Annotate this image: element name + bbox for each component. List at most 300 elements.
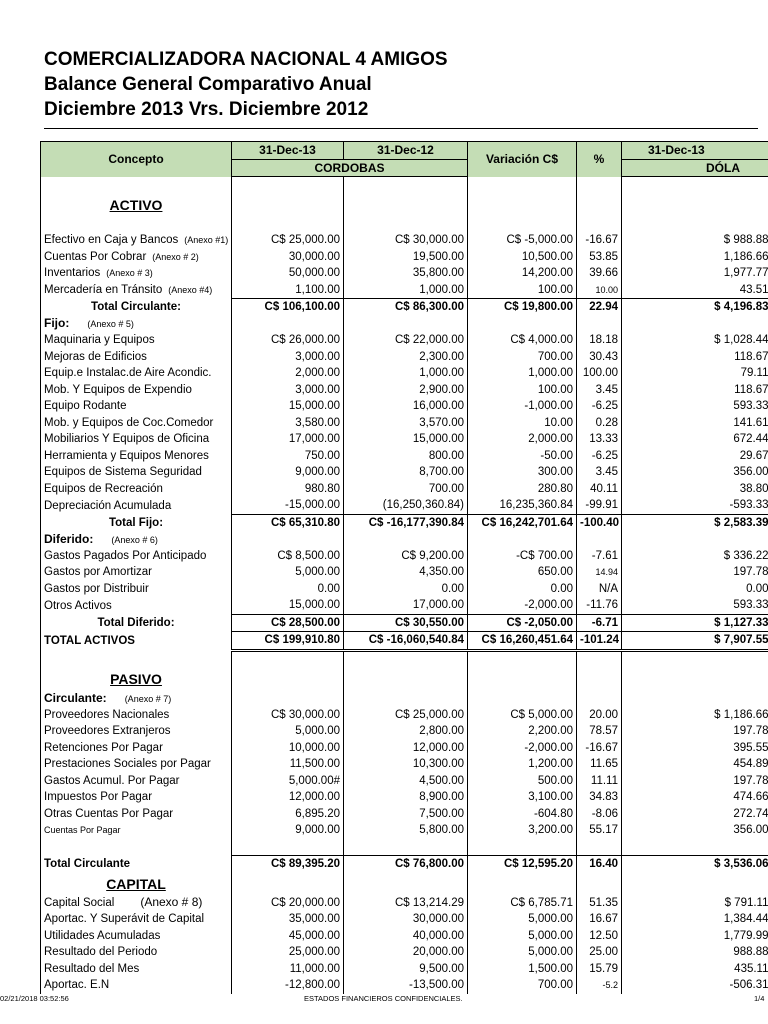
value-pct bbox=[577, 690, 622, 707]
table-row bbox=[41, 581, 768, 598]
value-dec12: 3,570.00 bbox=[344, 415, 468, 432]
value-dec12: 17,000.00 bbox=[344, 597, 468, 614]
total-row bbox=[41, 614, 768, 632]
value-usd: -593.33 bbox=[622, 497, 768, 514]
value-dec13 bbox=[232, 873, 344, 895]
value-dec13: 11,000.00 bbox=[232, 961, 344, 978]
row-label-text: Impuestos Por Pagar bbox=[44, 791, 153, 804]
value-variacion bbox=[468, 316, 577, 333]
value-dec13: 11,500.00 bbox=[232, 756, 344, 773]
row-label bbox=[41, 873, 232, 895]
table-row bbox=[41, 249, 768, 266]
value-dec12: C$ -16,177,390.84 bbox=[344, 514, 468, 531]
gtotal-row bbox=[41, 632, 768, 651]
value-variacion: 5,000.00 bbox=[468, 944, 577, 961]
value-usd: 1,384.44 bbox=[622, 911, 768, 928]
row-label bbox=[41, 415, 232, 432]
row-label bbox=[41, 895, 232, 912]
value-dec13 bbox=[232, 531, 344, 548]
table-row bbox=[41, 349, 768, 366]
value-dec12 bbox=[344, 650, 468, 668]
value-variacion bbox=[468, 177, 577, 194]
col-header-cordobas: CORDOBAS bbox=[232, 159, 468, 177]
value-variacion: 10.00 bbox=[468, 415, 577, 432]
value-dec12: (16,250,360.84) bbox=[344, 497, 468, 514]
value-dec13: 5,000.00 bbox=[232, 564, 344, 581]
value-usd: 118.67 bbox=[622, 349, 768, 366]
footer-page: 1/4 bbox=[754, 994, 765, 1003]
anexo-reference: (Anexo # 7) bbox=[124, 693, 172, 704]
value-dec12: C$ 9,200.00 bbox=[344, 548, 468, 565]
value-variacion: 300.00 bbox=[468, 464, 577, 481]
value-dec13 bbox=[232, 177, 344, 194]
value-dec12: C$ 22,000.00 bbox=[344, 332, 468, 349]
row-label-text: Otros Activos bbox=[44, 599, 112, 612]
spacer-row bbox=[41, 839, 768, 856]
value-dec12: 2,800.00 bbox=[344, 723, 468, 740]
value-dec13: 12,000.00 bbox=[232, 789, 344, 806]
sub-row bbox=[41, 690, 768, 707]
anexo-reference: (Anexo # 6) bbox=[111, 534, 158, 545]
value-dec13: 750.00 bbox=[232, 448, 344, 465]
value-usd: $ 4,196.83 bbox=[622, 299, 768, 316]
value-variacion: C$ -5,000.00 bbox=[468, 232, 577, 249]
row-label bbox=[41, 839, 232, 856]
table-row bbox=[41, 928, 768, 945]
row-label bbox=[41, 632, 232, 651]
value-dec12: C$ -16,060,540.84 bbox=[344, 632, 468, 651]
section-row bbox=[41, 873, 768, 895]
value-pct: 11.11 bbox=[577, 773, 622, 790]
value-pct: -6.71 bbox=[577, 614, 622, 632]
row-label-text: Aportac. E.N bbox=[44, 979, 110, 992]
value-variacion: 700.00 bbox=[468, 977, 577, 994]
total-row bbox=[41, 514, 768, 531]
table-row bbox=[41, 707, 768, 724]
value-dec12: 8,900.00 bbox=[344, 789, 468, 806]
value-usd bbox=[622, 839, 768, 856]
value-pct bbox=[577, 177, 622, 194]
value-dec13: 0.00 bbox=[232, 581, 344, 598]
report-title: Balance General Comparativo Anual bbox=[44, 74, 372, 95]
row-label-text: Mercadería en Tránsito bbox=[44, 284, 163, 296]
value-usd: 454.89 bbox=[622, 756, 768, 773]
value-dec13: C$ 30,000.00 bbox=[232, 707, 344, 724]
value-dec13: C$ 26,000.00 bbox=[232, 332, 344, 349]
total-row bbox=[41, 856, 768, 873]
value-variacion: C$ 5,000.00 bbox=[468, 707, 577, 724]
value-dec13: 3,580.00 bbox=[232, 415, 344, 432]
table-row bbox=[41, 464, 768, 481]
value-usd: 197.78 bbox=[622, 723, 768, 740]
value-variacion: 2,200.00 bbox=[468, 723, 577, 740]
anexo-reference: (Anexo #4) bbox=[168, 285, 213, 295]
table-row bbox=[41, 961, 768, 978]
table-row bbox=[41, 415, 768, 432]
value-pct: 34.83 bbox=[577, 789, 622, 806]
value-pct: -8.06 bbox=[577, 806, 622, 823]
value-usd: 43.51 bbox=[622, 282, 768, 299]
value-dec12: 40,000.00 bbox=[344, 928, 468, 945]
value-variacion: C$ 6,785.71 bbox=[468, 895, 577, 912]
value-dec13: 25,000.00 bbox=[232, 944, 344, 961]
value-dec12: 19,500.00 bbox=[344, 249, 468, 266]
value-pct: -6.25 bbox=[577, 448, 622, 465]
value-dec13 bbox=[232, 194, 344, 216]
value-pct bbox=[577, 650, 622, 668]
value-usd: 435.11 bbox=[622, 961, 768, 978]
value-dec12: 4,350.00 bbox=[344, 564, 468, 581]
value-dec12 bbox=[344, 177, 468, 194]
value-variacion bbox=[468, 668, 577, 690]
value-dec13: C$ 28,500.00 bbox=[232, 614, 344, 632]
table-row bbox=[41, 232, 768, 249]
value-pct: -11.76 bbox=[577, 597, 622, 614]
value-dec13 bbox=[232, 668, 344, 690]
row-label bbox=[41, 756, 232, 773]
report-period: Diciembre 2013 Vrs. Diciembre 2012 bbox=[44, 99, 369, 120]
value-pct: 14.94 bbox=[577, 564, 622, 581]
value-usd: 141.61 bbox=[622, 415, 768, 432]
value-pct bbox=[577, 216, 622, 233]
value-pct: 53.85 bbox=[577, 249, 622, 266]
value-dec12: 5,800.00 bbox=[344, 822, 468, 839]
row-label-text: Gastos por Distribuir bbox=[44, 582, 149, 595]
value-variacion: 100.00 bbox=[468, 282, 577, 299]
value-pct bbox=[577, 839, 622, 856]
value-dec13: 1,100.00 bbox=[232, 282, 344, 299]
value-usd bbox=[622, 531, 768, 548]
value-usd: 38.80 bbox=[622, 481, 768, 498]
row-label-text: Depreciación Acumulada bbox=[44, 499, 172, 512]
value-pct: 10.00 bbox=[577, 282, 622, 299]
value-variacion: -604.80 bbox=[468, 806, 577, 823]
value-pct: 22.94 bbox=[577, 299, 622, 316]
row-label bbox=[41, 316, 232, 333]
col-header-concepto: Concepto bbox=[41, 142, 232, 177]
row-label-text: Total Circulante bbox=[44, 858, 131, 870]
value-variacion: C$ 4,000.00 bbox=[468, 332, 577, 349]
row-label-text: Aportac. Y Superávit de Capital bbox=[44, 913, 205, 926]
row-label bbox=[41, 723, 232, 740]
row-label-text: Proveedores Extranjeros bbox=[44, 725, 171, 738]
value-pct: 30.43 bbox=[577, 349, 622, 366]
value-variacion: C$ 16,260,451.64 bbox=[468, 632, 577, 651]
value-dec13: 3,000.00 bbox=[232, 382, 344, 399]
value-dec13: 6,895.20 bbox=[232, 806, 344, 823]
value-usd bbox=[622, 177, 768, 194]
value-variacion: C$ 16,242,701.64 bbox=[468, 514, 577, 531]
value-dec13 bbox=[232, 839, 344, 856]
value-dec13: 9,000.00 bbox=[232, 822, 344, 839]
row-label-text: Inventarios bbox=[44, 267, 101, 280]
table-row bbox=[41, 723, 768, 740]
value-usd: 593.33 bbox=[622, 398, 768, 415]
balance-sheet-table bbox=[40, 141, 768, 994]
row-label bbox=[41, 382, 232, 399]
row-label-text: Total Diferido: bbox=[97, 616, 175, 629]
value-pct: -101.24 bbox=[577, 632, 622, 651]
value-dec12: 800.00 bbox=[344, 448, 468, 465]
value-usd: 118.67 bbox=[622, 382, 768, 399]
value-pct: 20.00 bbox=[577, 707, 622, 724]
table-row bbox=[41, 597, 768, 614]
value-dec12: C$ 76,800.00 bbox=[344, 856, 468, 873]
row-label-text: Equip.e Instalac.de Aire Acondic. bbox=[44, 367, 212, 380]
value-dec12 bbox=[344, 839, 468, 856]
value-dec13: 15,000.00 bbox=[232, 398, 344, 415]
row-label-text: Otras Cuentas Por Pagar bbox=[44, 807, 174, 820]
row-label bbox=[41, 299, 232, 316]
row-label-text: Equipos de Sistema Seguridad bbox=[44, 466, 202, 479]
value-pct: 0.28 bbox=[577, 415, 622, 432]
value-dec13: 50,000.00 bbox=[232, 265, 344, 282]
row-label-text: Resultado del Mes bbox=[44, 962, 140, 975]
value-dec13: 9,000.00 bbox=[232, 464, 344, 481]
value-variacion bbox=[468, 216, 577, 233]
table-row bbox=[41, 564, 768, 581]
row-label-text: Total Circulante: bbox=[91, 301, 181, 313]
value-variacion: 0.00 bbox=[468, 581, 577, 598]
table-row bbox=[41, 481, 768, 498]
value-variacion: -1,000.00 bbox=[468, 398, 577, 415]
row-label-text: CAPITAL bbox=[106, 875, 166, 892]
value-usd bbox=[622, 194, 768, 216]
value-dec13: -15,000.00 bbox=[232, 497, 344, 514]
value-pct: -7.61 bbox=[577, 548, 622, 565]
value-dec13: 5,000.00 bbox=[232, 723, 344, 740]
value-pct: 3.45 bbox=[577, 464, 622, 481]
value-variacion: C$ 19,800.00 bbox=[468, 299, 577, 316]
row-label-text: Cuentas Por Cobrar bbox=[44, 250, 147, 263]
value-pct: -100.40 bbox=[577, 514, 622, 531]
value-usd: $ 1,127.33 bbox=[622, 614, 768, 632]
row-label bbox=[41, 806, 232, 823]
value-dec12: -13,500.00 bbox=[344, 977, 468, 994]
row-label-text: Capital Social bbox=[44, 897, 115, 910]
row-label bbox=[41, 597, 232, 614]
value-usd: 197.78 bbox=[622, 564, 768, 581]
value-usd: 79.11 bbox=[622, 365, 768, 382]
value-dec12: 8,700.00 bbox=[344, 464, 468, 481]
value-usd: 988.88 bbox=[622, 944, 768, 961]
value-dec13: 30,000.00 bbox=[232, 249, 344, 266]
value-pct bbox=[577, 194, 622, 216]
value-dec13: C$ 8,500.00 bbox=[232, 548, 344, 565]
anexo-reference: (Anexo #1) bbox=[184, 235, 229, 246]
row-label bbox=[41, 349, 232, 366]
row-label bbox=[41, 650, 232, 668]
value-pct: 100.00 bbox=[577, 365, 622, 382]
value-dec12: C$ 30,000.00 bbox=[344, 232, 468, 249]
value-pct: 15.79 bbox=[577, 961, 622, 978]
value-variacion: -2,000.00 bbox=[468, 597, 577, 614]
value-dec12: 1,000.00 bbox=[344, 282, 468, 299]
row-label bbox=[41, 332, 232, 349]
value-variacion: 280.80 bbox=[468, 481, 577, 498]
value-usd: 593.33 bbox=[622, 597, 768, 614]
table-row bbox=[41, 448, 768, 465]
row-label bbox=[41, 944, 232, 961]
row-label bbox=[41, 497, 232, 514]
row-label-text: Gastos Acumul. Por Pagar bbox=[44, 774, 180, 787]
value-variacion bbox=[468, 531, 577, 548]
anexo-reference: (Anexo # 8) bbox=[140, 895, 203, 910]
table-row bbox=[41, 382, 768, 399]
row-label bbox=[41, 961, 232, 978]
value-usd bbox=[622, 316, 768, 333]
value-pct bbox=[577, 668, 622, 690]
value-usd bbox=[622, 216, 768, 233]
value-usd bbox=[622, 668, 768, 690]
value-dec13: C$ 25,000.00 bbox=[232, 232, 344, 249]
value-pct: 39.66 bbox=[577, 265, 622, 282]
value-pct: 13.33 bbox=[577, 431, 622, 448]
value-dec13: 45,000.00 bbox=[232, 928, 344, 945]
value-usd: -506.31 bbox=[622, 977, 768, 994]
row-label bbox=[41, 564, 232, 581]
value-usd: 474.66 bbox=[622, 789, 768, 806]
table-row bbox=[41, 789, 768, 806]
value-dec13: 5,000.00# bbox=[232, 773, 344, 790]
spacer-row bbox=[41, 177, 768, 194]
row-label-text: Gastos Pagados Por Anticipado bbox=[44, 549, 207, 562]
value-dec12 bbox=[344, 316, 468, 333]
row-label bbox=[41, 232, 232, 249]
sub-row bbox=[41, 316, 768, 333]
value-dec12: C$ 30,550.00 bbox=[344, 614, 468, 632]
row-label-text: Cuentas Por Pagar bbox=[44, 825, 121, 836]
value-usd: $ 3,536.06 bbox=[622, 856, 768, 873]
value-dec13: C$ 89,395.20 bbox=[232, 856, 344, 873]
value-usd: 272.74 bbox=[622, 806, 768, 823]
value-usd: 395.55 bbox=[622, 740, 768, 757]
row-label bbox=[41, 177, 232, 194]
row-label-text: TOTAL ACTIVOS bbox=[44, 634, 135, 647]
row-label bbox=[41, 581, 232, 598]
value-dec12: C$ 13,214.29 bbox=[344, 895, 468, 912]
value-variacion: 2,000.00 bbox=[468, 431, 577, 448]
row-label-text: Mobiliarios Y Equipos de Oficina bbox=[44, 433, 210, 446]
value-dec12 bbox=[344, 216, 468, 233]
value-pct bbox=[577, 531, 622, 548]
value-dec12: 30,000.00 bbox=[344, 911, 468, 928]
value-dec12: 20,000.00 bbox=[344, 944, 468, 961]
value-usd: $ 1,028.44 bbox=[622, 332, 768, 349]
value-variacion: -50.00 bbox=[468, 448, 577, 465]
value-variacion bbox=[468, 690, 577, 707]
value-pct: 18.18 bbox=[577, 332, 622, 349]
value-usd: 197.78 bbox=[622, 773, 768, 790]
value-dec12: 1,000.00 bbox=[344, 365, 468, 382]
value-dec13: 10,000.00 bbox=[232, 740, 344, 757]
value-dec13: -12,800.00 bbox=[232, 977, 344, 994]
value-variacion bbox=[468, 839, 577, 856]
value-usd: 0.00 bbox=[622, 581, 768, 598]
table-row bbox=[41, 265, 768, 282]
row-label bbox=[41, 531, 232, 548]
anexo-reference: (Anexo # 5) bbox=[87, 319, 134, 330]
row-label bbox=[41, 614, 232, 632]
table-row bbox=[41, 497, 768, 514]
value-pct bbox=[577, 873, 622, 895]
row-label bbox=[41, 216, 232, 233]
value-pct bbox=[577, 316, 622, 333]
spacer-row bbox=[41, 650, 768, 668]
header-divider bbox=[44, 128, 758, 129]
value-dec13: 15,000.00 bbox=[232, 597, 344, 614]
value-usd: $ 336.22 bbox=[622, 548, 768, 565]
row-label-text: Retenciones Por Pagar bbox=[44, 741, 163, 754]
value-dec13: C$ 20,000.00 bbox=[232, 895, 344, 912]
value-dec12: 2,300.00 bbox=[344, 349, 468, 366]
row-label bbox=[41, 690, 232, 707]
value-dec13 bbox=[232, 690, 344, 707]
row-label-text: Circulante: bbox=[44, 690, 107, 705]
value-dec13 bbox=[232, 216, 344, 233]
row-label bbox=[41, 707, 232, 724]
col-header-dolares: DÓLA bbox=[622, 159, 768, 177]
row-label bbox=[41, 249, 232, 266]
value-dec12 bbox=[344, 873, 468, 895]
value-pct: 3.45 bbox=[577, 382, 622, 399]
value-pct: 11.65 bbox=[577, 756, 622, 773]
value-dec13: 3,000.00 bbox=[232, 349, 344, 366]
value-usd: $ 2,583.39 bbox=[622, 514, 768, 531]
value-pct: 16.67 bbox=[577, 911, 622, 928]
total-row bbox=[41, 299, 768, 316]
value-variacion bbox=[468, 650, 577, 668]
value-dec13 bbox=[232, 650, 344, 668]
row-label-text: Fijo: bbox=[44, 316, 70, 331]
value-variacion: 1,000.00 bbox=[468, 365, 577, 382]
row-label bbox=[41, 911, 232, 928]
value-dec12: 0.00 bbox=[344, 581, 468, 598]
value-variacion: 3,100.00 bbox=[468, 789, 577, 806]
row-label bbox=[41, 194, 232, 216]
value-dec13: 35,000.00 bbox=[232, 911, 344, 928]
value-variacion bbox=[468, 873, 577, 895]
table-row bbox=[41, 282, 768, 299]
value-dec12: 12,000.00 bbox=[344, 740, 468, 757]
value-pct: -5.2 bbox=[577, 977, 622, 994]
col-header-pct: % bbox=[577, 142, 622, 177]
value-usd: $ 7,907.55 bbox=[622, 632, 768, 651]
row-label bbox=[41, 668, 232, 690]
value-dec12: 16,000.00 bbox=[344, 398, 468, 415]
value-dec13: C$ 106,100.00 bbox=[232, 299, 344, 316]
value-dec13: 2,000.00 bbox=[232, 365, 344, 382]
value-variacion: 500.00 bbox=[468, 773, 577, 790]
value-dec12 bbox=[344, 668, 468, 690]
row-label bbox=[41, 740, 232, 757]
row-label-text: Mejoras de Edificios bbox=[44, 350, 147, 363]
row-label-text: Prestaciones Sociales por Pagar bbox=[44, 758, 211, 771]
anexo-reference: (Anexo # 3) bbox=[106, 268, 153, 279]
row-label bbox=[41, 464, 232, 481]
value-dec12: 700.00 bbox=[344, 481, 468, 498]
value-dec12: 35,800.00 bbox=[344, 265, 468, 282]
company-name: COMERCIALIZADORA NACIONAL 4 AMIGOS bbox=[44, 49, 448, 70]
value-variacion: 1,500.00 bbox=[468, 961, 577, 978]
sub-row bbox=[41, 531, 768, 548]
row-label-text: Herramienta y Equipos Menores bbox=[44, 449, 209, 462]
value-usd: $ 1,186.66 bbox=[622, 707, 768, 724]
table-row bbox=[41, 773, 768, 790]
row-label-text: ACTIVO bbox=[109, 196, 163, 213]
row-label-text: Diferido: bbox=[44, 531, 94, 546]
value-dec13: C$ 65,310.80 bbox=[232, 514, 344, 531]
